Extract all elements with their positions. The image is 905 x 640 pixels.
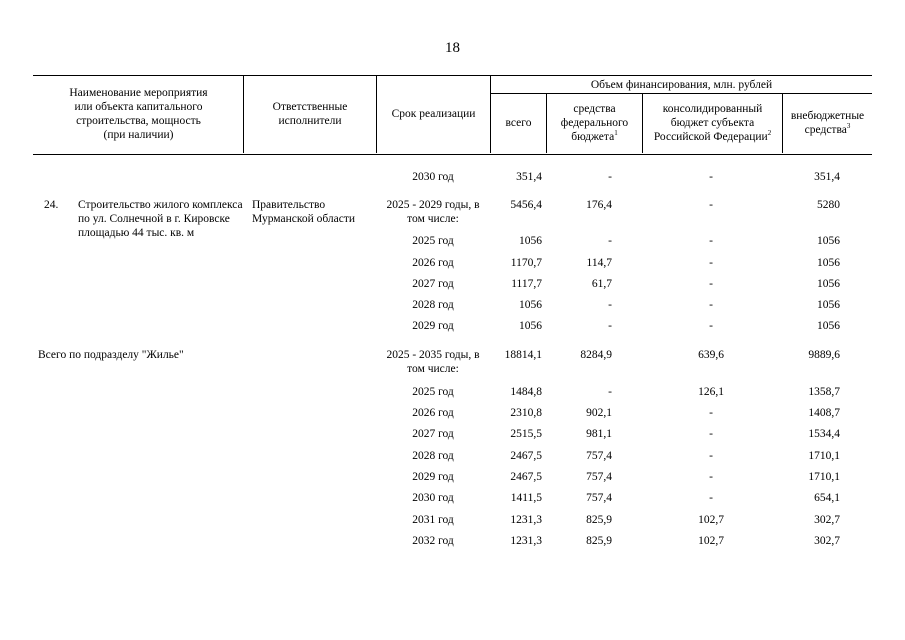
row-regional: - <box>709 235 713 247</box>
row-period: 2029 год <box>412 320 454 332</box>
row-total: 1411,5 <box>510 492 542 504</box>
row-federal: 61,7 <box>591 278 612 290</box>
row-period: 2025 - 2029 годы, в том числе: <box>386 199 480 225</box>
row-name: Строительство жилого комплекса по ул. Солнечной в г. Кировске площадью 44 тыс. кв. м <box>78 199 243 239</box>
row-federal: - <box>608 386 612 398</box>
row-number: 24. <box>44 199 59 211</box>
row-regional: 126,1 <box>698 386 724 398</box>
row-name: Всего по подразделу "Жилье" <box>38 349 184 361</box>
row-federal: - <box>608 320 612 332</box>
row-period: 2026 год <box>412 407 454 419</box>
row-federal: 8284,9 <box>580 349 612 361</box>
row-federal: 981,1 <box>586 428 612 440</box>
row-extra: 351,4 <box>814 171 840 183</box>
row-federal: - <box>608 171 612 183</box>
row-period: 2025 год <box>412 386 454 398</box>
row-federal: 902,1 <box>586 407 612 419</box>
row-federal: 176,4 <box>586 199 612 211</box>
row-total: 1056 <box>519 235 542 247</box>
row-federal: 825,9 <box>586 514 612 526</box>
row-extra: 654,1 <box>814 492 840 504</box>
row-period: 2028 год <box>412 299 454 311</box>
row-regional: - <box>709 171 713 183</box>
row-regional: 102,7 <box>698 535 724 547</box>
row-regional: - <box>709 407 713 419</box>
row-period: 2026 год <box>412 257 454 269</box>
row-total: 1484,8 <box>510 386 542 398</box>
row-federal: 825,9 <box>586 535 612 547</box>
row-regional: - <box>709 320 713 332</box>
row-regional: - <box>709 471 713 483</box>
row-extra: 1056 <box>817 278 840 290</box>
row-extra: 1056 <box>817 257 840 269</box>
row-extra: 9889,6 <box>808 349 840 361</box>
row-federal: 757,4 <box>586 450 612 462</box>
page-number: 18 <box>445 40 460 56</box>
row-period: 2030 год <box>412 492 454 504</box>
row-period: 2027 год <box>412 428 454 440</box>
row-total: 1056 <box>519 320 542 332</box>
header-regional: консолидированный бюджет субъекта Российской Федерации$^2$ <box>653 103 772 143</box>
row-total: 1231,3 <box>510 514 542 526</box>
row-extra: 1056 <box>817 320 840 332</box>
row-period: 2031 год <box>412 514 454 526</box>
row-regional: 102,7 <box>698 514 724 526</box>
row-total: 5456,4 <box>510 199 542 211</box>
row-period: 2029 год <box>412 471 454 483</box>
row-federal: 114,7 <box>586 257 612 269</box>
row-total: 1231,3 <box>510 535 542 547</box>
row-total: 2515,5 <box>510 428 542 440</box>
row-regional: - <box>709 199 713 211</box>
row-extra: 302,7 <box>814 514 840 526</box>
row-extra: 1534,4 <box>808 428 840 440</box>
row-federal: 757,4 <box>586 492 612 504</box>
row-total: 18814,1 <box>504 349 542 361</box>
row-total: 2467,5 <box>510 471 542 483</box>
header-federal: средства федерального бюджета$^1$ <box>560 103 629 143</box>
row-regional: - <box>709 257 713 269</box>
row-extra: 1710,1 <box>808 450 840 462</box>
row-regional: - <box>709 492 713 504</box>
row-total: 1117,7 <box>511 278 542 290</box>
row-responsible: Правительство Мурманской области <box>252 199 356 225</box>
row-extra: 1056 <box>817 299 840 311</box>
row-extra: 5280 <box>817 199 840 211</box>
row-total: 2310,8 <box>510 407 542 419</box>
row-total: 1056 <box>519 299 542 311</box>
row-period: 2028 год <box>412 450 454 462</box>
header-responsible: Ответственные исполнители <box>272 101 348 127</box>
row-period: 2030 год <box>412 171 454 183</box>
header-total: всего <box>505 117 532 129</box>
row-period: 2025 - 2035 годы, в том числе: <box>386 349 480 375</box>
header-period: Срок реализации <box>391 108 476 120</box>
row-federal: 757,4 <box>586 471 612 483</box>
row-federal: - <box>608 299 612 311</box>
row-regional: - <box>709 428 713 440</box>
row-period: 2032 год <box>412 535 454 547</box>
row-regional: 639,6 <box>698 349 724 361</box>
row-regional: - <box>709 278 713 290</box>
row-total: 1170,7 <box>510 257 542 269</box>
row-regional: - <box>709 299 713 311</box>
row-extra: 1056 <box>817 235 840 247</box>
row-federal: - <box>608 235 612 247</box>
row-regional: - <box>709 450 713 462</box>
row-period: 2025 год <box>412 235 454 247</box>
row-extra: 1408,7 <box>808 407 840 419</box>
row-extra: 1710,1 <box>808 471 840 483</box>
row-period: 2027 год <box>412 278 454 290</box>
row-extra: 302,7 <box>814 535 840 547</box>
header-financing: Объем финансирования, млн. рублей <box>590 78 773 91</box>
header-name: Наименование мероприятия или объекта капитального строительства, мощность (при наличии) <box>69 87 208 141</box>
row-extra: 1358,7 <box>808 386 840 398</box>
row-total: 351,4 <box>516 171 542 183</box>
row-total: 2467,5 <box>510 450 542 462</box>
header-extra: внебюджетные средства$^3$ <box>790 110 865 136</box>
